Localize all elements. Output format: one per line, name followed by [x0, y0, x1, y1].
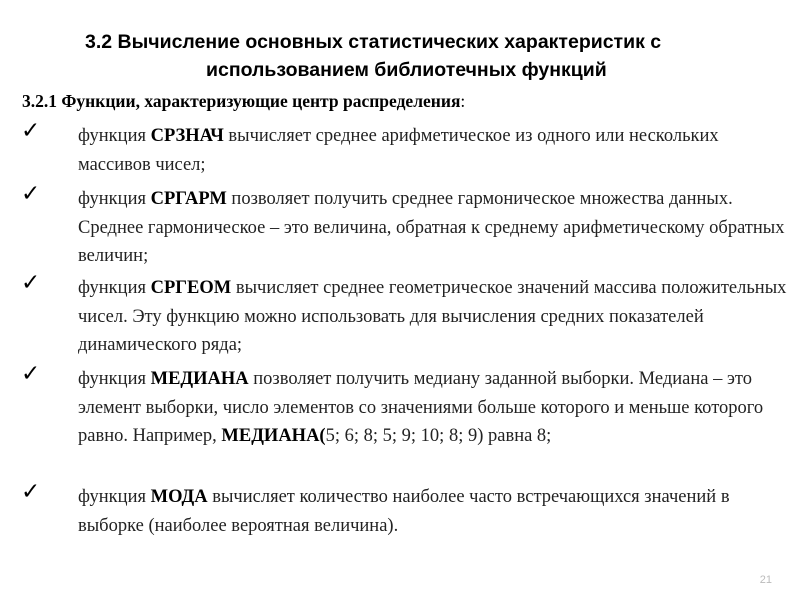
- bullet-text: [78, 185, 788, 271]
- function-name: СРГАРМ: [150, 189, 227, 209]
- function-name: СРЗНАЧ: [150, 126, 224, 146]
- section-subtitle-text: 3.2.1 Функции, характеризующие центр распределения: [22, 91, 461, 111]
- bullet-prefix: функция: [78, 189, 151, 209]
- bullet-prefix: функция: [78, 278, 151, 298]
- checkmark-icon: ✓: [21, 361, 41, 387]
- section-subtitle: [22, 89, 465, 113]
- bullet-example: 5; 6; 8; 5; 9; 10; 8; 9) равна 8;: [325, 426, 552, 446]
- bullet-description: позволяет получить медиану заданной выборки. Медиана – это элемент выборки, число элементов со значениями больше которого и меньше которого равно. Например,: [78, 369, 764, 446]
- checkmark-icon: ✓: [21, 181, 41, 207]
- bullet-text: [78, 274, 788, 360]
- bullet-prefix: функция: [78, 487, 151, 507]
- function-name: СРГЕОМ: [150, 278, 232, 298]
- bullet-description: позволяет получить среднее гармоническое множества данных. Среднее гармоническое – это величина, обратная к среднему арифметическому обратных величин;: [78, 189, 785, 266]
- function-name-example: МЕДИАНА(: [221, 426, 326, 446]
- function-name: МЕДИАНА: [150, 369, 249, 389]
- slide-title-line-1: 3.2 Вычисление основных статистических характеристик с: [85, 31, 662, 53]
- bullet-description: вычисляет среднее арифметическое из одного или нескольких массивов чисел;: [78, 126, 719, 175]
- checkmark-icon: ✓: [21, 118, 41, 144]
- bullet-prefix: функция: [78, 369, 151, 389]
- bullet-description: вычисляет среднее геометрическое значений массива положительных чисел. Эту функцию можно использовать для вычисления средних показателей динамического ряда;: [78, 278, 787, 355]
- bullet-description: вычисляет количество наиболее часто встречающихся значений в выборке (наиболее вероятная величина).: [78, 487, 730, 536]
- checkmark-icon: ✓: [21, 270, 41, 296]
- bullet-prefix: функция: [78, 126, 151, 146]
- function-name: МОДА: [150, 487, 208, 507]
- bullet-text: [78, 122, 788, 179]
- bullet-text: [78, 365, 788, 451]
- bullet-text: [78, 483, 788, 540]
- slide-title: [85, 28, 765, 84]
- page-number: 21: [759, 574, 772, 586]
- section-subtitle-colon: :: [460, 91, 466, 111]
- checkmark-icon: ✓: [21, 479, 41, 505]
- slide-title-line-2: использованием библиотечных функций: [206, 59, 607, 81]
